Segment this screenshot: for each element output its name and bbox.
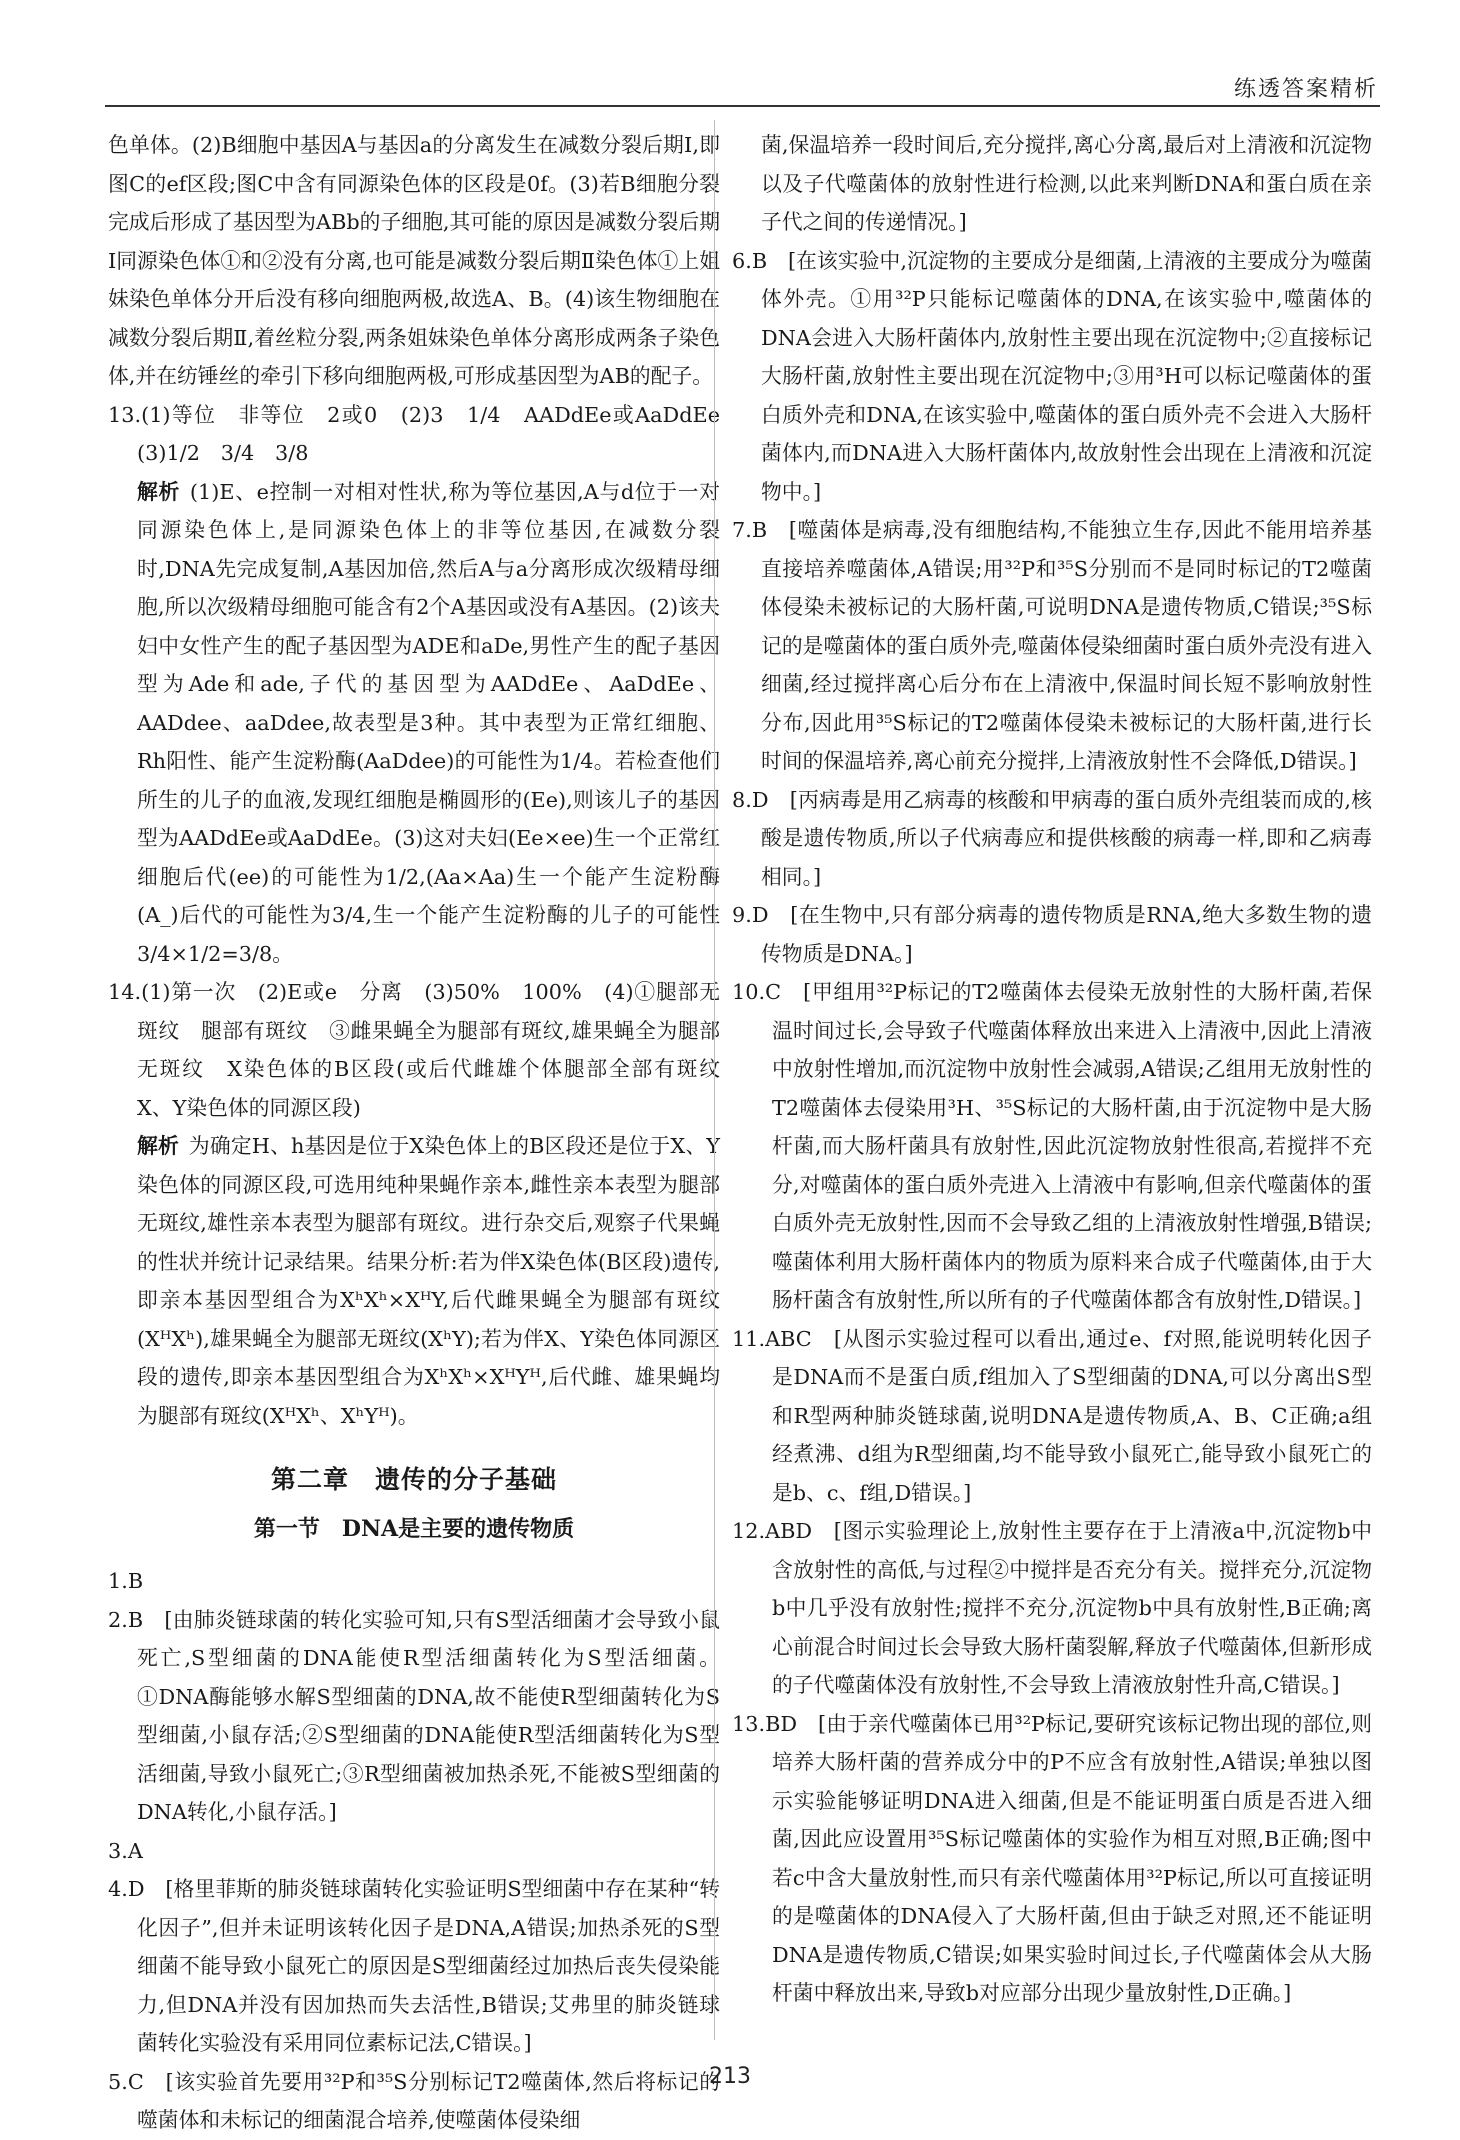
answer-7: 7.B [噬菌体是病毒,没有细胞结构,不能独立生存,因此不能用培养基直接培养噬菌体,A错误;用³²P和³⁵S分别而不是同时标记的T2噬菌体侵染未被标记的大肠杆菌,可说明DNA是遗传物质,C错误;³⁵S标记的是噬菌体的蛋白质外壳,噬菌体侵染细菌时蛋白质外壳没有进入细菌,经过搅拌离心后分布在上清液中,保温时间长短不影响放射性分布,因此用³⁵S标记的T2噬菌体侵染未被标记的大肠杆菌,进行长时间的保温培养,离心前充分搅拌,上清液放射性不会降低,D错误。] — [732, 518, 1372, 773]
answer-1: 1.B — [108, 1569, 144, 1593]
answer-2: 2.B [由肺炎链球菌的转化实验可知,只有S型活细菌才会导致小鼠死亡,S型细菌的DNA能使R型活细菌转化为S型活细菌。①DNA酶能够水解S型细菌的DNA,故不能使R型细菌转化为S型细菌,小鼠存活;②S型细菌的DNA能使R型活细菌转化为S型活细菌,导致小鼠死亡;③R型细菌被加热杀死,不能被S型细菌的DNA转化,小鼠存活。] — [108, 1607, 720, 1824]
answer-11: 11.ABC [从图示实验过程可以看出,通过e、f对照,能说明转化因子是DNA而不是蛋白质,f组加入了S型细菌的DNA,可以分离出S型和R型两种肺炎链球菌,说明DNA是遗传物质,A、B、C正确;a组经煮沸、d组为R型细菌,均不能导致小鼠死亡,能导致小鼠死亡的是b、c、f组,D错误。] — [732, 1326, 1372, 1505]
answer-3: 3.A — [108, 1838, 143, 1863]
section-title: 第一节 DNA是主要的遗传物质 — [253, 1515, 575, 1542]
chapter-title: 第二章 遗传的分子基础 — [270, 1465, 557, 1494]
answer-5-continued: 菌,保温培养一段时间后,充分搅拌,离心分离,最后对上清液和沉淀物以及子代噬菌体的放射性进行检测,以此来判断DNA和蛋白质在亲子代之间的传递情况。] — [761, 133, 1372, 234]
header-rule — [105, 105, 1380, 107]
q13-answer: 13.(1)等位 非等位 2或0 (2)3 1/4 AADdEe或AaDdEe (3)1/2 3/4 3/8 — [108, 402, 741, 465]
q13-analysis — [108, 473, 720, 974]
running-header-title: 练透答案精析 — [1233, 77, 1378, 102]
answer-10: 10.C [甲组用³²P标记的T2噬菌体去侵染无放射性的大肠杆菌,若保温时间过长,会导致子代噬菌体释放出来进入上清液中,因此上清液中放射性增加,而沉淀物中放射性会减弱,A错误;乙组用无放射性的T2噬菌体去侵染用³H、³⁵S标记的大肠杆菌,由于沉淀物中是大肠杆菌,而大肠杆菌具有放射性,因此沉淀物放射性很高,若搅拌不充分,对噬菌体的蛋白质外壳进入上清液中有影响,但亲代噬菌体的蛋白质外壳无放射性,因而不会导致乙组的上清液放射性增强,B错误;噬菌体利用大肠杆菌体内的物质为原料来合成子代噬菌体,由于大肠杆菌含有放射性,所以所有的子代噬菌体都含有放射性,D错误。] — [732, 980, 1372, 1312]
answer-4: 4.D [格里菲斯的肺炎链球菌转化实验证明S型细菌中存在某种“转化因子”,但并未证明该转化因子是DNA,A错误;加热杀死的S型细菌不能导致小鼠死亡的原因是S型细菌经过加热后丧失侵染能力,但DNA并没有因加热而失去活性,B错误;艾弗里的肺炎链球菌转化实验没有采用同位素标记法,C错误。] — [108, 1877, 720, 2055]
q14-answer: 14.(1)第一次 (2)E或e 分离 (3)50% 100% (4)①腿部无斑纹 腿部有斑纹 ③雌果蝇全为腿部有斑纹,雄果蝇全为腿部无斑纹 X染色体的B区段(或后代雌雄个体腿部全部有斑纹 X、Y染色体的同源区段) — [108, 980, 741, 1120]
column-divider — [714, 120, 715, 2040]
answer-5: 5.C [该实验首先要用³²P和³⁵S分别标记T2噬菌体,然后将标记的噬菌体和未标记的细菌混合培养,使噬菌体侵染细 — [108, 2069, 720, 2132]
answer-13: 13.BD [由于亲代噬菌体已用³²P标记,要研究该标记物出现的部位,则培养大肠杆菌的营养成分中的P不应含有放射性,A错误;单独以图示实验能够证明DNA进入细菌,但是不能证明蛋白质是否进入细菌,因此应设置用³⁵S标记噬菌体的实验作为相互对照,B正确;图中若c中含大量放射性,而只有亲代噬菌体用³²P标记,所以可直接证明的是噬菌体的DNA侵入了大肠杆菌,但由于缺乏对照,还不能证明DNA是遗传物质,C错误;如果实验时间过长,子代噬菌体会从大肠杆菌中释放出来,导致b对应部分出现少量放射性,D正确。] — [732, 1711, 1372, 2005]
q14-analysis-text: 为确定H、h基因是位于X染色体上的B区段还是位于X、Y染色体的同源区段,可选用纯种果蝇作亲本,雌性亲本表型为腿部无斑纹,雄性亲本表型为腿部有斑纹。进行杂交后,观察子代果蝇的性状并统计记录结果。结果分析:若为伴X染色体(B区段)遗传,即亲本基因型组合为XʰXʰ×XᴴY,后代雌果蝇全为腿部有斑纹(XᴴXʰ),雄果蝇全为腿部无斑纹(XʰY);若为伴X、Y染色体同源区段的遗传,即亲本基因型组合为XʰXʰ×XᴴYᴴ,后代雌、雄果蝇均为腿部有斑纹(XᴴXʰ、XʰYᴴ)。 — [137, 1134, 721, 1428]
right-column — [732, 126, 1372, 2013]
answer-9: 9.D [在生物中,只有部分病毒的遗传物质是RNA,绝大多数生物的遗传物质是DNA。] — [732, 903, 1372, 966]
q12-continued-text: 色单体。(2)B细胞中基因A与基因a的分离发生在减数分裂后期Ⅰ,即图C的ef区段;图C中含有同源染色体的区段是0f。(3)若B细胞分裂完成后形成了基因型为ABb的子细胞,其可能的原因是减数分裂后期Ⅰ同源染色体①和②没有分离,也可能是减数分裂后期Ⅱ染色体①上姐妹染色单体分开后没有移向细胞两极,故选A、B。(4)该生物细胞在减数分裂后期Ⅱ,着丝粒分裂,两条姐妹染色单体分离形成两条子染色体,并在纺锤丝的牵引下移向细胞两极,可形成基因型为AB的配子。 — [108, 133, 720, 388]
page-number: 213 — [709, 2064, 751, 2089]
analysis-tag: 解析 — [137, 478, 180, 504]
q13-analysis-text: (1)E、e控制一对相对性状,称为等位基因,A与d位于一对同源染色体上,是同源染色体上的非等位基因,在减数分裂时,DNA先完成复制,A基因加倍,然后A与a分离形成次级精母细胞,所以次级精母细胞可能含有2个A基因或没有A基因。(2)该夫妇中女性产生的配子基因型为ADE和aDe,男性产生的配子基因型为Ade和ade,子代的基因型为AADdEe、AaDdEe、AADdee、aaDdee,故表型是3种。其中表型为正常红细胞、Rh阳性、能产生淀粉酶(AaDdee)的可能性为1/4。若检查他们所生的儿子的血液,发现红细胞是椭圆形的(Ee),则该儿子的基因型为AADdEe或AaDdEe。(3)这对夫妇(Ee×ee)生一个正常红细胞后代(ee)的可能性为1/2,(Aa×Aa)生一个能产生淀粉酶(A_)后代的可能性为3/4,生一个能产生淀粉酶的儿子的可能性3/4×1/2=3/8。 — [137, 479, 721, 966]
answer-6: 6.B [在该实验中,沉淀物的主要成分是细菌,上清液的主要成分为噬菌体外壳。①用³²P只能标记噬菌体的DNA,在该实验中,噬菌体的DNA会进入大肠杆菌体内,放射性主要出现在沉淀物中;②直接标记大肠杆菌,放射性主要出现在沉淀物中;③用³H可以标记噬菌体的蛋白质外壳和DNA,在该实验中,噬菌体的蛋白质外壳不会进入大肠杆菌体内,而DNA进入大肠杆菌体内,故放射性会出现在上清液和沉淀物中。] — [732, 248, 1372, 504]
answer-8: 8.D [丙病毒是用乙病毒的核酸和甲病毒的蛋白质外壳组装而成的,核酸是遗传物质,所以子代病毒应和提供核酸的病毒一样,即和乙病毒相同。] — [732, 787, 1372, 889]
analysis-tag: 解析 — [137, 1133, 179, 1158]
answer-12: 12.ABD [图示实验理论上,放射性主要存在于上清液a中,沉淀物b中含放射性的高低,与过程②中搅拌是否充分有关。搅拌充分,沉淀物b中几乎没有放射性;搅拌不充分,沉淀物b中具有放射性,B正确;离心前混合时间过长会导致大肠杆菌裂解,释放子代噬菌体,但新形成的子代噬菌体没有放射性,不会导致上清液放射性升高,C错误。] — [732, 1519, 1372, 1697]
q14-analysis — [108, 1127, 720, 1435]
